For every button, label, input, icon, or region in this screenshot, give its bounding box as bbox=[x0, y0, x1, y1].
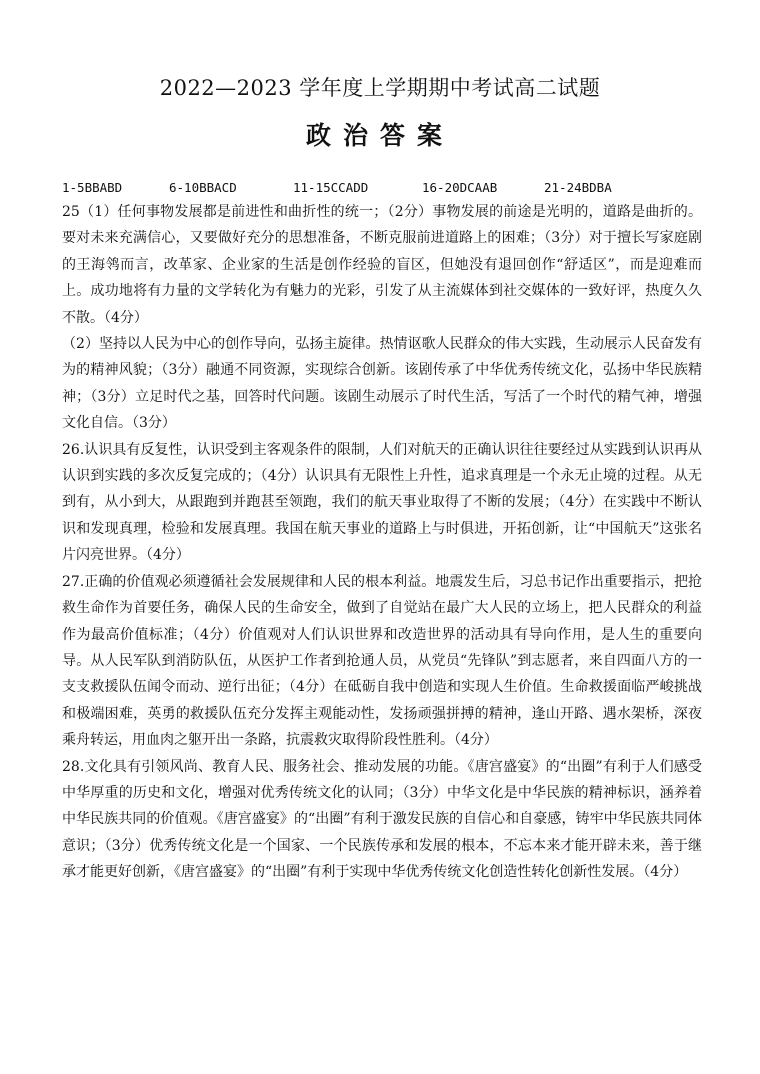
answer-28: 28.文化具有引领风尚、教育人民、服务社会、推动发展的功能。《唐宫盛宴》的“出圈”有利于人们感受中华厚重的历史和文化，增强对优秀传统文化的认同；（3分）中华文化是中华民族的精神标识，涵养着中华民族共同的价值观。《唐宫盛宴》的“出圈”有利于激发民族的自信心和自豪感，铸牢中华民族共同体意识；（3分）优秀传统文化是一个国家、一个民族传承和发展的根本，不忘本来才能开辟未来，善于继承才能更好创新，《唐宫盛宴》的“出圈”有利于实现中华优秀传统文化创造性转化创新性发展。（4分） bbox=[62, 758, 702, 881]
mc-answer-group: 11-15CCADD bbox=[293, 180, 369, 195]
mc-answer-group: 21-24BDBA bbox=[544, 180, 612, 195]
answer-25-part-2: （2）坚持以人民为中心的创作导向，弘扬主旋律。热情讴歌人民群众的伟大实践，生动展示人民奋发有为的精神风貌；（3分）融通不同资源，实现综合创新。该剧传承了中华优秀传统文化，弘扬中华民族精神；（3分）立足时代之基，回答时代问题。该剧生动展示了时代生活，写活了一个时代的精气神，增强文化自信。（3分） bbox=[62, 336, 702, 432]
answer-25-part-1: 25（1）任何事物发展都是前进性和曲折性的统一；（2分）事物发展的前途是光明的，道路是曲折的。要对未来充满信心，又要做好充分的思想准备，不断克服前进道路上的困难；（3分）对于擅长写家庭剧的王海鸰而言，改革家、企业家的生活是创作经验的盲区，但她没有退回创作“舒适区”，而是迎难而上。成功地将有力量的文学转化为有魅力的光彩，引发了从主流媒体到社交媒体的一致好评，热度久久不散。（4分） bbox=[62, 204, 702, 326]
answer-26: 26.认识具有反复性，认识受到主客观条件的限制，人们对航天的正确认识往往要经过从实践到认识再从认识到实践的多次反复完成的；（4分）认识具有无限性上升性，追求真理是一个永无止境的过程。从无到有，从小到大，从跟跑到并跑甚至领跑，我们的航天事业取得了不断的发展；（4分）在实践中不断认识和发现真理，检验和发展真理。我国在航天事业的道路上与时俱进，开拓创新，让“中国航天”这张名片闪亮世界。（4分） bbox=[62, 441, 702, 564]
mc-answer-group: 1-5BBABD bbox=[62, 180, 123, 195]
page-title: 2022—2023 学年度上学期期中考试高二试题 bbox=[159, 76, 601, 100]
answer-27: 27.正确的价值观必须遵循社会发展规律和人民的根本利益。地震发生后，习总书记作出重要指示，把抢救生命作为首要任务，确保人民的生命安全，做到了自觉站在最广大人民的立场上，把人民群众的利益作为最高价值标准；（4分）价值观对人们认识世界和改造世界的活动具有导向作用，是人生的重要向导。从人民军队到消防队伍，从医护工作者到抢通人员，从党员“先锋队”到志愿者，来自四面八方的一支支救援队伍闻令而动、逆行出征；（4分）在砥砺自我中创造和实现人生价值。生命救援面临严峻挑战和极端困难，英勇的救援队伍充分发挥主观能动性，发扬顽强拼搏的精神，逢山开路、遇水架桥，深夜乘舟转运，用血肉之躯开出一条路，抗震救灾取得阶段性胜利。（4分） bbox=[62, 573, 702, 749]
page-subtitle: 政治答案 bbox=[305, 121, 454, 150]
mc-answer-group: 6-10BBACD bbox=[169, 180, 237, 195]
answer-body bbox=[62, 199, 702, 886]
multiple-choice-answers bbox=[62, 178, 702, 198]
mc-answer-group: 16-20DCAAB bbox=[422, 180, 498, 195]
